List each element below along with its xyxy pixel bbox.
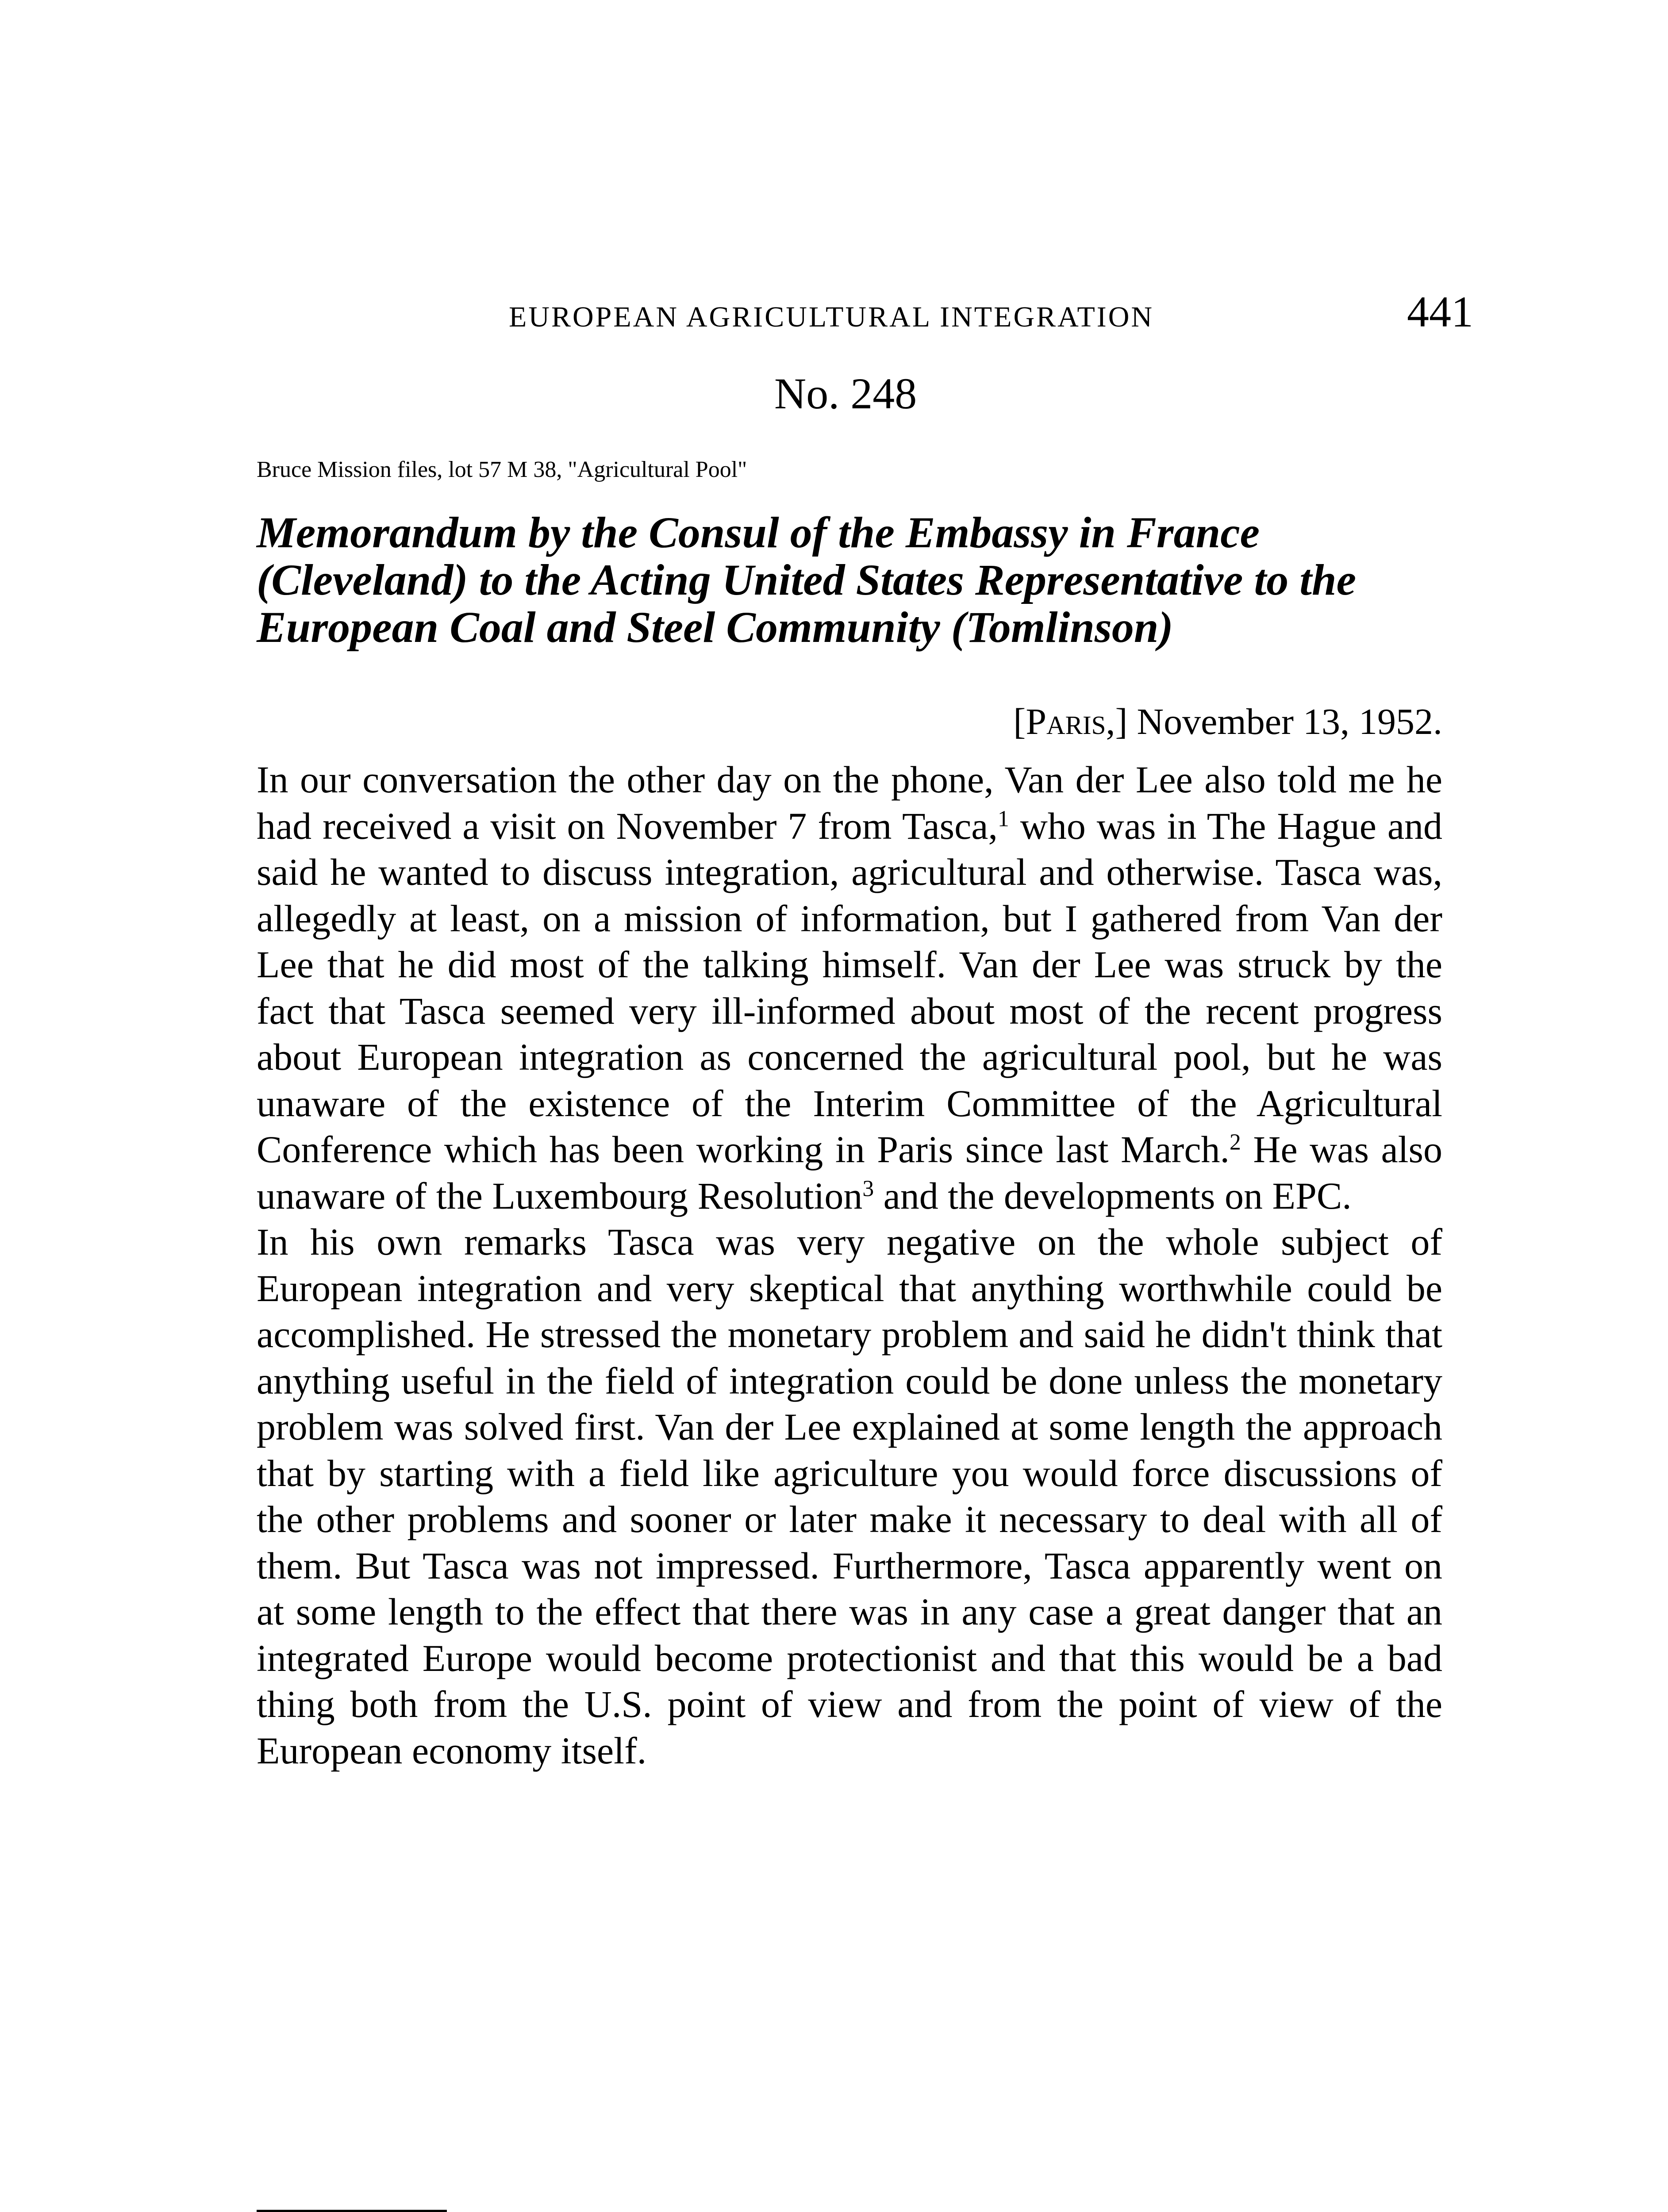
paragraph-text: who was in The Hague and said he wanted to discuss integration, agricultural and otherwise. Tasca was, allegedly at least, on a mission of information, but I gathered from Van der Lee that he did most of the talking himself. Van der Lee was struck by the fact that Tasca seemed very ill-informed about most of the recent progress about European integration as concerned the agricultural pool, but he was unaware of the existence of the Interim Committee of the Agricultural Conference which has been working in Paris since last March. <box>257 804 1443 1171</box>
body-paragraph: In his own remarks Tasca was very negative on the whole subject of European integration and very skeptical that anything worthwhile could be accomplished. He stressed the monetary problem and said he didn't think that anything useful in the field of integration could be done unless the monetary problem was solved first. Van der Lee explained at some length the approach that by starting with a field like agriculture you would force discussions of the other problems and sooner or later make it necessary to deal with all of them. But Tasca was not impressed. Furthermore, Tasca apparently went on at some length to the effect that there was in any case a great danger that an integrated Europe would become protectionist and that this would be a bad thing both from the U.S. point of view and from the point of view of the European economy itself. <box>257 1221 1442 1772</box>
running-head: EUROPEAN AGRICULTURAL INTEGRATION <box>509 301 1154 333</box>
paragraph-text: In our conversation the other day on the phone, Van der Lee also told me he had received a visit on November 7 from Tasca, <box>257 758 1442 847</box>
paragraph-text: and the developments on EPC. <box>874 1174 1352 1217</box>
memorandum-body <box>257 757 1442 1774</box>
dateline-date: November 13, 1952. <box>1127 701 1442 742</box>
dateline-bracket-open: [ <box>1013 701 1026 742</box>
dateline-bracket-close: ] <box>1115 701 1128 742</box>
dateline-place: Paris, <box>1026 701 1115 742</box>
footnote-divider <box>257 2210 447 2212</box>
footnote-reference: 1 <box>997 806 1009 832</box>
page-number: 441 <box>1407 287 1473 336</box>
body-paragraph <box>257 757 1442 1219</box>
footnote-reference: 2 <box>1230 1129 1241 1155</box>
footnote-reference: 3 <box>862 1176 874 1202</box>
document-title: Memorandum by the Consul of the Embassy in France (Cleveland) to the Acting United States Representative to the European Coal and Steel Community (Tomlinson) <box>257 508 1357 652</box>
source-citation: Bruce Mission files, lot 57 M 38, "Agricultural Pool" <box>257 457 747 482</box>
document-number: No. 248 <box>774 369 917 418</box>
paragraph-text: He was also unaware of the Luxembourg Resolution <box>257 1128 1442 1217</box>
dateline <box>1013 703 1442 741</box>
